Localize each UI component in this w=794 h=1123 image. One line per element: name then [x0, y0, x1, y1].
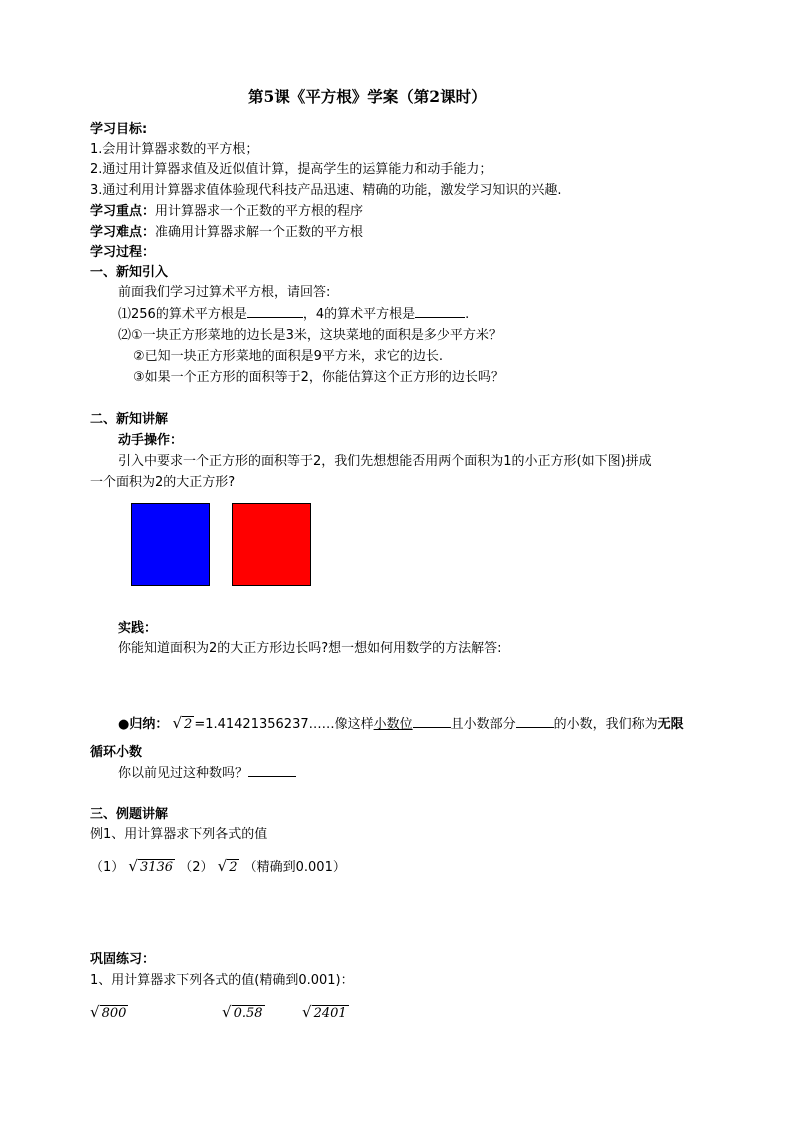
- radical-sign-icon: √: [222, 1003, 232, 1021]
- red-square: [232, 503, 311, 586]
- key-point-text: 用计算器求一个正数的平方根的程序: [155, 204, 364, 219]
- summary-line: [118, 714, 684, 734]
- objective-item: 2.通过用计算器求值及近似值计算，提高学生的运算能力和动手能力；: [90, 162, 493, 177]
- section2-para-line1: 引入中要求一个正方形的面积等于2，我们先想想能否用两个面积为1的小正方形(如下图)拼成: [118, 454, 652, 469]
- consolidation-heading: 巩固练习：: [90, 952, 156, 967]
- section2-para-line2: 一个面积为2的大正方形?: [90, 475, 236, 490]
- summary-underlined: 小数位: [373, 717, 413, 732]
- section1-q1: [118, 305, 469, 324]
- example-expressions: [90, 857, 346, 877]
- sqrt-expression: [90, 1003, 128, 1023]
- section1-q4: ③如果一个正方形的面积等于2，你能估算这个正方形的边长吗？: [133, 370, 504, 385]
- example-intro: 例1、用计算器求下列各式的值: [90, 827, 268, 842]
- radical-sign-icon: √: [172, 714, 183, 732]
- summary-label: ●归纳：: [118, 717, 169, 732]
- example-part1: （1）: [90, 860, 125, 875]
- page-title: 第5课《平方根》学案（第2课时）: [248, 87, 487, 106]
- section1-q3: ②已知一块正方形菜地的面积是9平方米，求它的边长.: [133, 349, 444, 364]
- summary-term2: 循环小数: [90, 745, 143, 760]
- radicand: 2: [184, 717, 193, 732]
- radicand: 2: [229, 860, 238, 875]
- difficulty-text: 准确用计算器求解一个正数的平方根: [155, 225, 364, 240]
- key-point: [90, 203, 363, 221]
- hands-on-heading: 动手操作：: [118, 433, 184, 448]
- example-note: （精确到0.001）: [243, 860, 346, 875]
- section2-heading: 二、新知讲解: [90, 412, 169, 427]
- radicand: 800: [101, 1006, 127, 1021]
- radical-sign-icon: √: [217, 857, 228, 875]
- process-heading: 学习过程：: [90, 245, 156, 260]
- sqrt-expression: [128, 857, 175, 877]
- exercise-expression: [302, 1003, 349, 1023]
- answer-blank: [248, 764, 296, 777]
- objective-item: 1.会用计算器求数的平方根；: [90, 142, 259, 157]
- practice-heading: 实践：: [118, 621, 158, 636]
- section1-heading: 一、新知引入: [90, 265, 169, 280]
- difficulty: [90, 224, 363, 242]
- radicand: 3136: [139, 860, 174, 875]
- consolidation-task: 1、用计算器求下列各式的值(精确到0.001)：: [90, 973, 354, 988]
- difficulty-label: 学习难点：: [90, 225, 156, 240]
- radical-sign-icon: √: [302, 1003, 312, 1021]
- blue-square: [131, 503, 210, 586]
- q1-part1: ⑴256的算术平方根是: [118, 307, 247, 322]
- sqrt-expression: [172, 714, 194, 734]
- radical-sign-icon: √: [90, 1003, 100, 1021]
- answer-blank: [413, 715, 451, 728]
- summary-question: [118, 764, 296, 783]
- summary-term1: 无限: [657, 717, 684, 732]
- question-text: 你以前见过这种数吗？: [118, 766, 249, 781]
- sqrt-expression: [222, 1003, 265, 1023]
- key-point-label: 学习重点：: [90, 204, 156, 219]
- practice-text: 你能知道面积为2的大正方形边长吗?想一想如何用数学的方法解答:: [118, 641, 502, 656]
- exercise-expression: [90, 1003, 128, 1023]
- objectives-heading: 学习目标:: [90, 122, 148, 137]
- q1-end: .: [465, 307, 470, 322]
- section1-intro: 前面我们学习过算术平方根，请回答:: [118, 285, 331, 300]
- answer-blank: [247, 305, 303, 318]
- radical-sign-icon: √: [128, 857, 138, 875]
- summary-value: =1.41421356237……像这样: [194, 717, 374, 732]
- sqrt-expression: [302, 1003, 349, 1023]
- sqrt-expression: [218, 857, 240, 877]
- radicand: 2401: [313, 1006, 347, 1021]
- section3-heading: 三、例题讲解: [90, 807, 169, 822]
- answer-blank: [516, 715, 554, 728]
- example-part2: （2）: [179, 860, 214, 875]
- exercise-expression: [222, 1003, 265, 1023]
- answer-blank: [415, 305, 465, 318]
- summary-end: 的小数，我们称为: [553, 717, 658, 732]
- summary-mid: 且小数部分: [450, 717, 516, 732]
- radicand: 0.58: [233, 1006, 263, 1021]
- objective-item: 3.通过利用计算器求值体验现代科技产品迅速、精确的功能，激发学习知识的兴趣.: [90, 183, 562, 198]
- q1-part2: ，4的算术平方根是: [302, 307, 416, 322]
- section1-q2: ⑵①一块正方形菜地的边长是3米，这块菜地的面积是多少平方米？: [118, 328, 502, 343]
